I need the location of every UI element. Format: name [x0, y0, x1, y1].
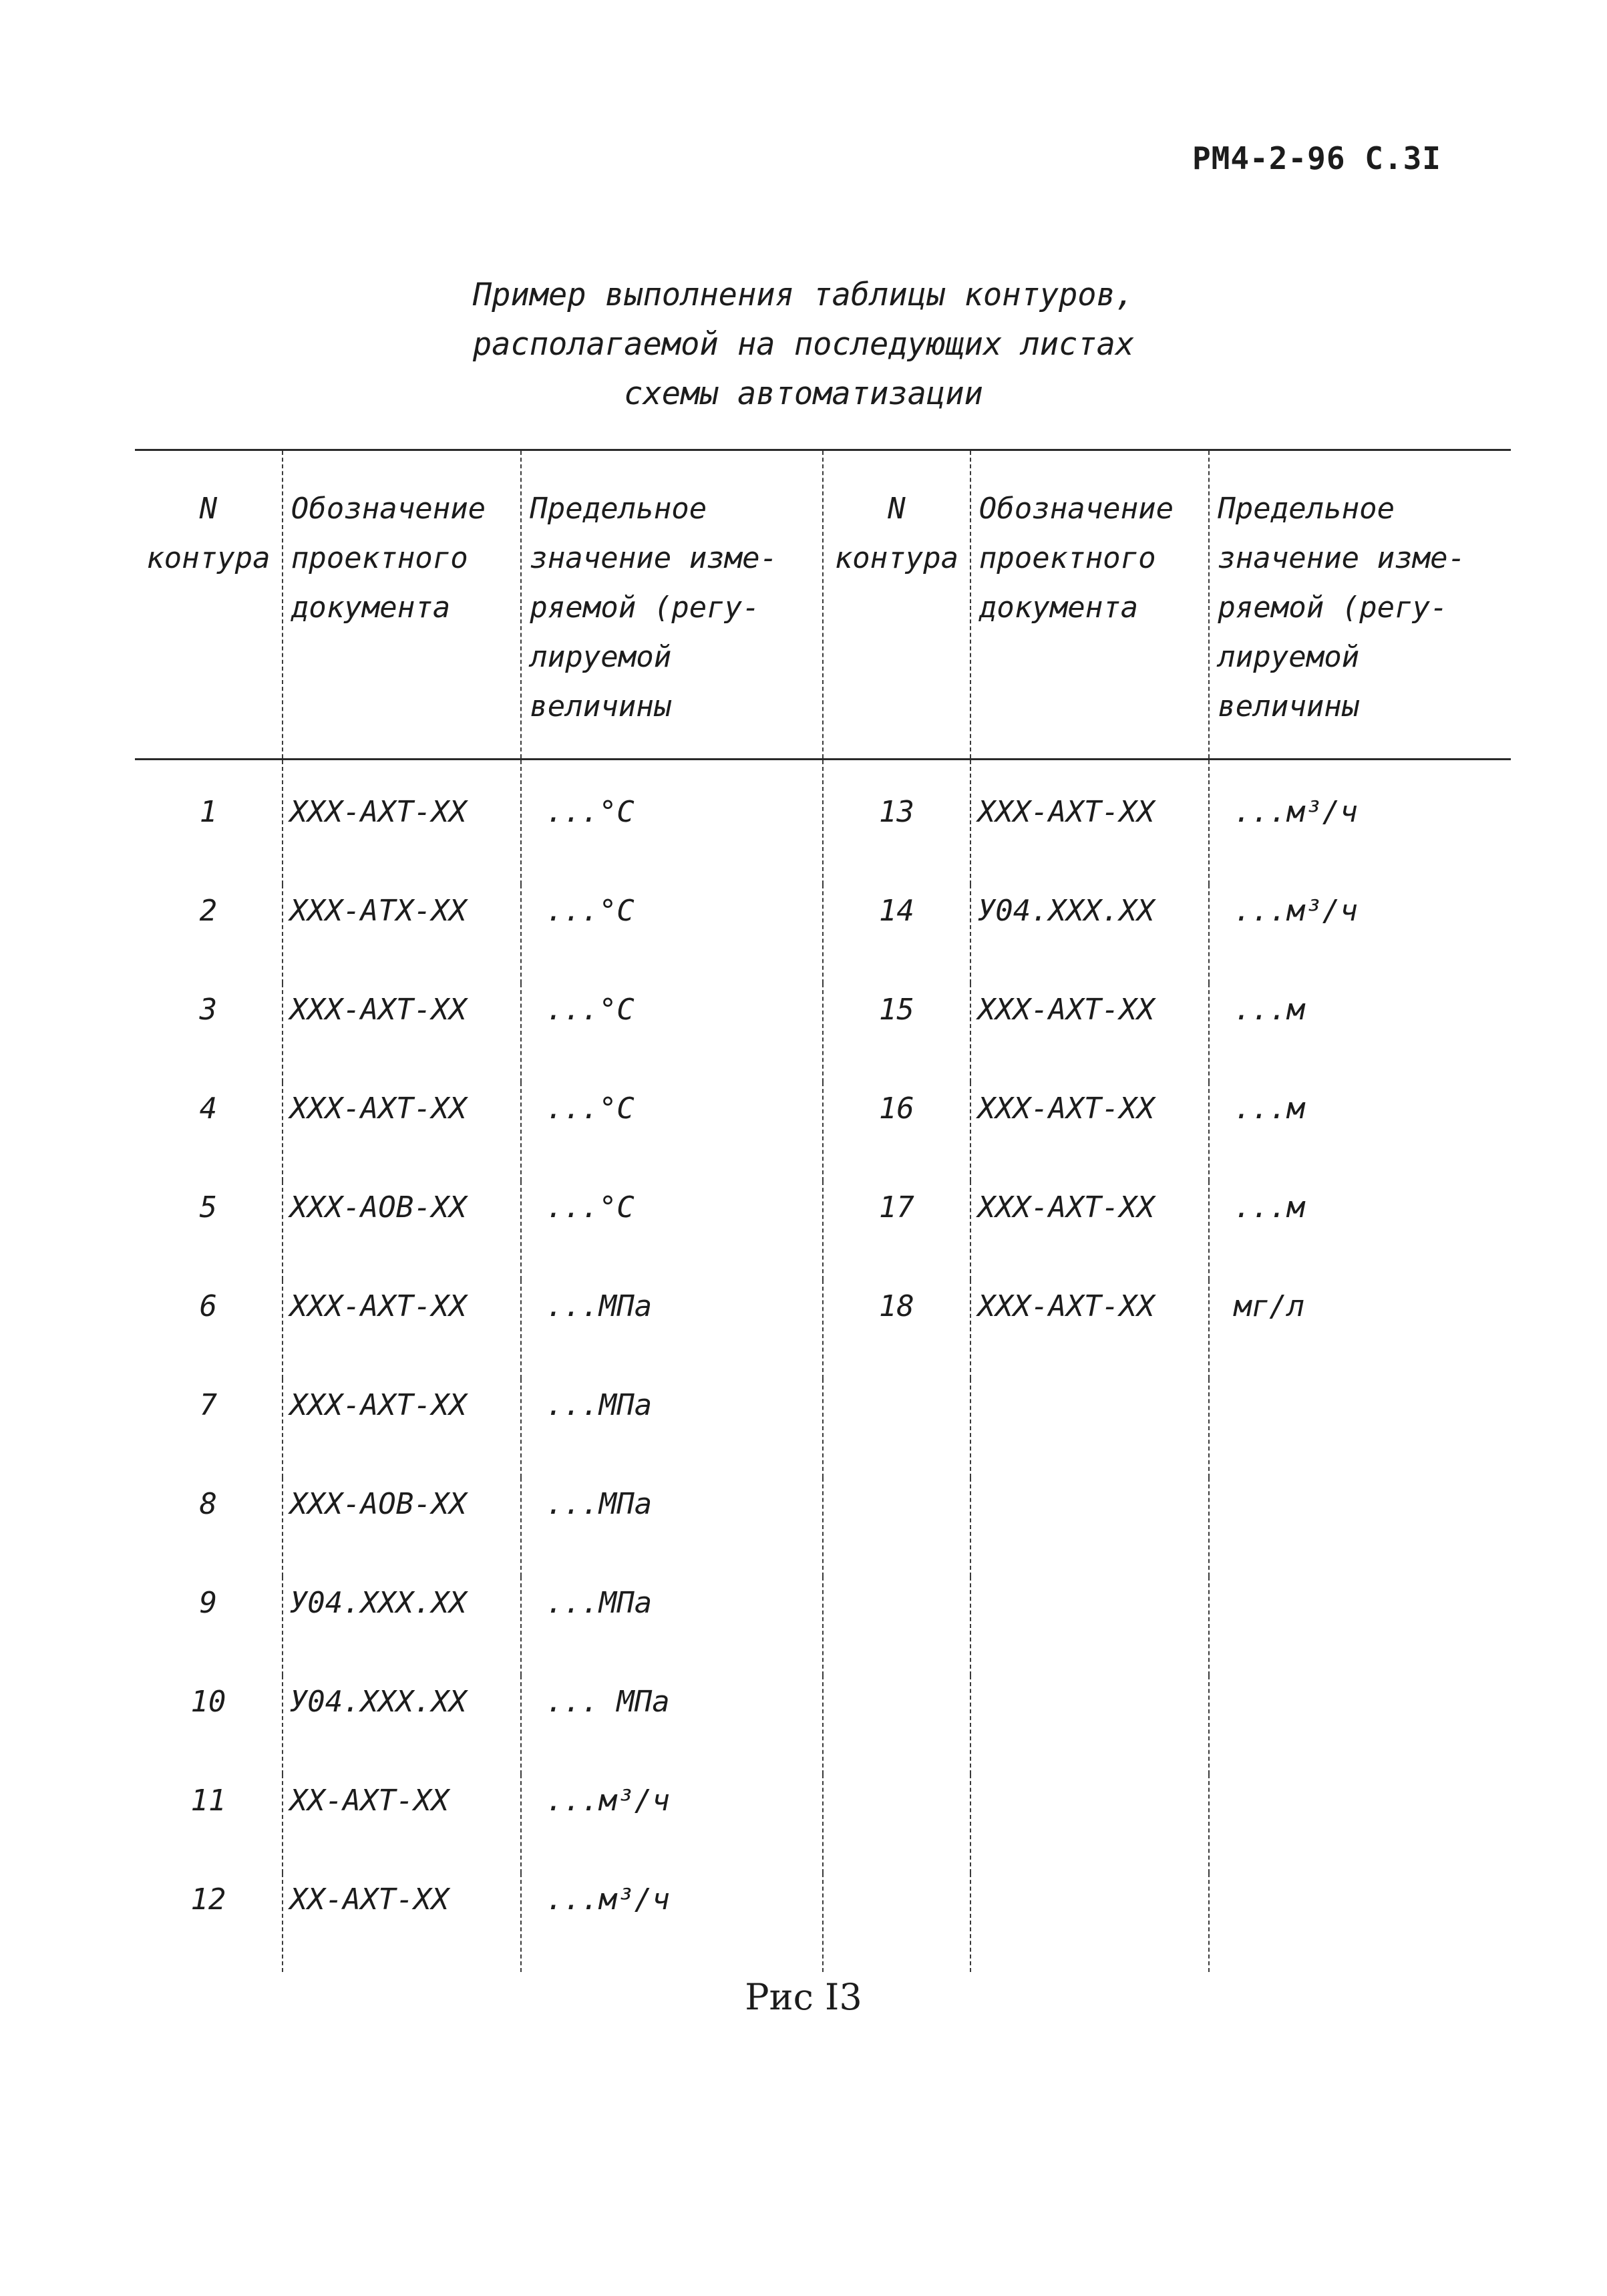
- limit-value-cell: [1209, 1577, 1511, 1675]
- header-line: документа: [978, 591, 1139, 625]
- contour-number-cell: 3: [199, 993, 218, 1027]
- document-cell: XXX-AXT-XX: [283, 1082, 522, 1181]
- limit-value-cell: ...МПа: [521, 1280, 823, 1379]
- contour-number-cell: [823, 1873, 970, 1972]
- document-cell: XXX-AXT-XX: [283, 1379, 522, 1478]
- limit-value-cell: ...м³/ч: [521, 1873, 823, 1972]
- limit-value-cell: ...м: [1209, 983, 1511, 1082]
- contour-number-cell: [823, 1577, 970, 1675]
- header-line: Предельное: [530, 492, 707, 526]
- document-cell: XXX-AOB-XX: [283, 1478, 522, 1577]
- header-line: значение изме-: [530, 541, 778, 575]
- header-line: лируемой: [530, 640, 672, 674]
- table-header-row: [135, 450, 1511, 760]
- table-row: [135, 1774, 1511, 1873]
- contours-table: [135, 449, 1511, 1972]
- header-line: ряемой (регу-: [1218, 591, 1448, 625]
- header-line: N: [888, 492, 906, 526]
- document-cell: [970, 1577, 1210, 1675]
- header-limit-value: [1209, 450, 1511, 760]
- contour-number-cell: [823, 1478, 970, 1577]
- document-cell: XXX-AOB-XX: [283, 1181, 522, 1280]
- contour-number-cell: 10: [190, 1685, 226, 1719]
- contour-number-cell: 13: [823, 760, 970, 885]
- limit-value-cell: [1209, 1675, 1511, 1774]
- document-cell: У04.XXX.XX: [970, 884, 1210, 983]
- document-cell: XXX-ATX-XX: [283, 884, 522, 983]
- document-cell: [970, 1774, 1210, 1873]
- contour-number-cell: 12: [190, 1882, 226, 1917]
- contour-number-cell: 5: [199, 1190, 218, 1224]
- limit-value-cell: ...МПа: [521, 1478, 823, 1577]
- header-line: N: [199, 492, 218, 526]
- header-line: документа: [291, 591, 451, 625]
- contour-number-cell: [823, 1379, 970, 1478]
- document-cell: XXX-AXT-XX: [970, 983, 1210, 1082]
- table-row: [135, 1478, 1511, 1577]
- limit-value-cell: [1209, 1873, 1511, 1972]
- limit-value-cell: [1209, 1379, 1511, 1478]
- contour-number-cell: [823, 1774, 970, 1873]
- header-line: лируемой: [1218, 640, 1360, 674]
- caption-line: располагаемой на последующих листах: [472, 326, 1135, 363]
- contour-number-cell: 8: [199, 1487, 218, 1521]
- document-cell: [970, 1379, 1210, 1478]
- document-cell: XXX-AXT-XX: [283, 760, 522, 885]
- header-line: значение изме-: [1218, 541, 1466, 575]
- document-cell: XXX-AXT-XX: [283, 983, 522, 1082]
- limit-value-cell: ...м³/ч: [521, 1774, 823, 1873]
- table-row: [135, 760, 1511, 885]
- caption-line: Пример выполнения таблицы контуров,: [472, 277, 1135, 313]
- header-line: проектного: [978, 541, 1156, 575]
- limit-value-cell: ...м³/ч: [1209, 884, 1511, 983]
- document-cell: [970, 1478, 1210, 1577]
- header-limit-value: [521, 450, 823, 760]
- contour-number-cell: 16: [823, 1082, 970, 1181]
- contour-number-cell: 4: [199, 1092, 218, 1126]
- document-cell: XXX-AXT-XX: [970, 760, 1210, 885]
- page-reference: РМ4-2-96 С.3I: [1192, 140, 1441, 176]
- limit-value-cell: [1209, 1774, 1511, 1873]
- header-line: контура: [146, 541, 271, 575]
- limit-value-cell: ...°С: [521, 1082, 823, 1181]
- limit-value-cell: ...МПа: [521, 1379, 823, 1478]
- table-row: [135, 1675, 1511, 1774]
- header-contour-number: [823, 450, 970, 760]
- limit-value-cell: [1209, 1478, 1511, 1577]
- header-document-designation: [283, 450, 522, 760]
- header-line: проектного: [291, 541, 468, 575]
- contour-number-cell: 15: [823, 983, 970, 1082]
- contour-number-cell: 1: [199, 795, 218, 829]
- contour-number-cell: 18: [823, 1280, 970, 1379]
- limit-value-cell: мг/л: [1209, 1280, 1511, 1379]
- header-line: контура: [834, 541, 959, 575]
- table-caption: [0, 271, 1607, 419]
- contour-number-cell: [823, 1675, 970, 1774]
- document-cell: У04.XXX.XX: [283, 1577, 522, 1675]
- limit-value-cell: ...°С: [521, 1181, 823, 1280]
- limit-value-cell: ...°С: [521, 983, 823, 1082]
- header-line: ряемой (регу-: [530, 591, 760, 625]
- limit-value-cell: ...м³/ч: [1209, 760, 1511, 885]
- contour-number-cell: 7: [199, 1388, 218, 1422]
- figure-label: Рис I3: [745, 1976, 862, 2018]
- table-row: [135, 1577, 1511, 1675]
- table-row: [135, 1379, 1511, 1478]
- document-cell: XXX-AXT-XX: [970, 1082, 1210, 1181]
- document-cell: [970, 1873, 1210, 1972]
- limit-value-cell: ... МПа: [521, 1675, 823, 1774]
- header-contour-number: [135, 450, 283, 760]
- header-line: Предельное: [1218, 492, 1395, 526]
- contour-number-cell: 11: [190, 1784, 226, 1818]
- table-row: [135, 1181, 1511, 1280]
- header-line: величины: [1218, 689, 1360, 723]
- document-cell: У04.XXX.XX: [283, 1675, 522, 1774]
- table-row: [135, 1280, 1511, 1379]
- limit-value-cell: ...°С: [521, 760, 823, 885]
- table-row: [135, 884, 1511, 983]
- limit-value-cell: ...°С: [521, 884, 823, 983]
- contour-number-cell: 17: [823, 1181, 970, 1280]
- table-row: [135, 1873, 1511, 1972]
- header-document-designation: [970, 450, 1210, 760]
- header-line: Обозначение: [978, 492, 1174, 526]
- document-cell: [970, 1675, 1210, 1774]
- header-line: Обозначение: [291, 492, 486, 526]
- document-cell: XX-AXT-XX: [283, 1873, 522, 1972]
- table-row: [135, 983, 1511, 1082]
- limit-value-cell: ...МПа: [521, 1577, 823, 1675]
- contour-number-cell: 6: [199, 1289, 218, 1323]
- caption-line: схемы автоматизации: [624, 375, 983, 412]
- limit-value-cell: ...м: [1209, 1082, 1511, 1181]
- table-body: [135, 760, 1511, 1973]
- contour-number-cell: 9: [199, 1586, 218, 1620]
- document-cell: XX-AXT-XX: [283, 1774, 522, 1873]
- contour-number-cell: 2: [199, 894, 218, 928]
- document-cell: XXX-AXT-XX: [283, 1280, 522, 1379]
- table-row: [135, 1082, 1511, 1181]
- document-cell: XXX-AXT-XX: [970, 1280, 1210, 1379]
- contour-number-cell: 14: [823, 884, 970, 983]
- document-cell: XXX-AXT-XX: [970, 1181, 1210, 1280]
- header-line: величины: [530, 689, 672, 723]
- limit-value-cell: ...м: [1209, 1181, 1511, 1280]
